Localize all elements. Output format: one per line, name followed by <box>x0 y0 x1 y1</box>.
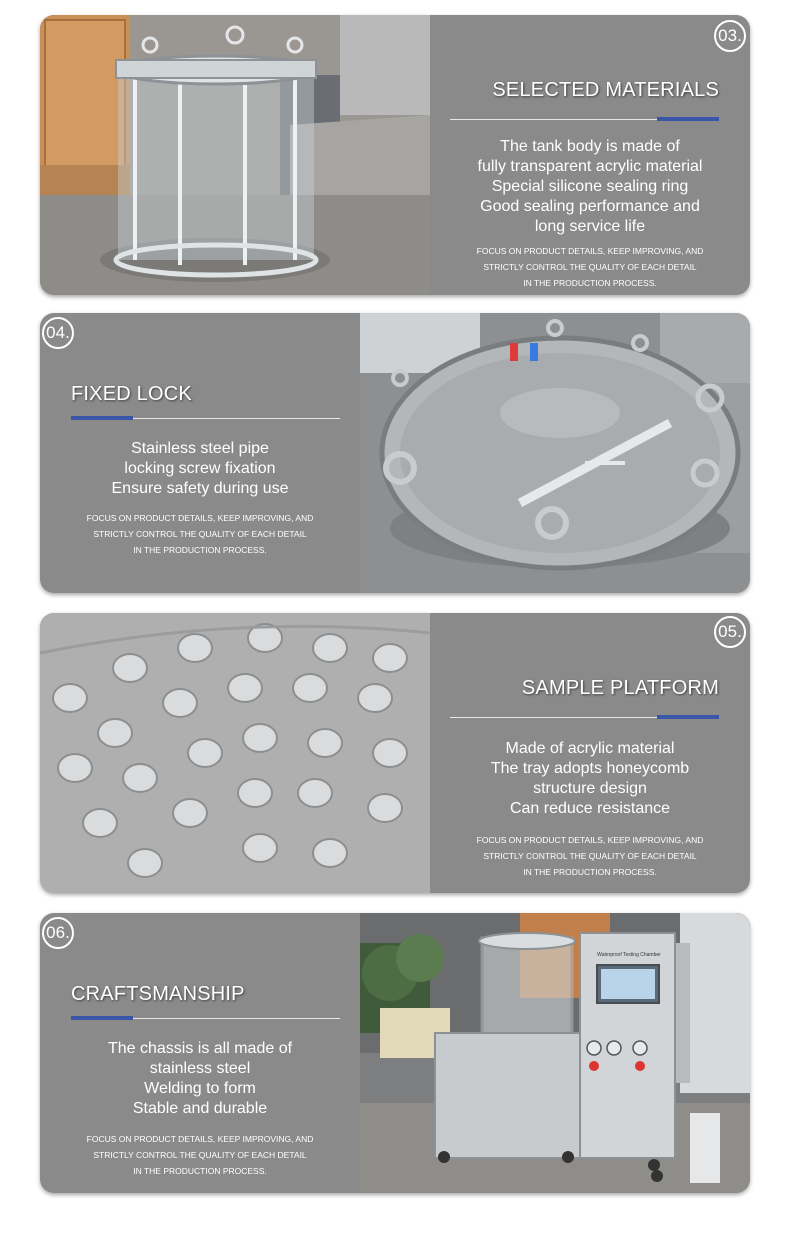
description-line: The tray adopts honeycomb <box>490 760 690 777</box>
quality-note <box>430 832 750 880</box>
divider-accent <box>71 416 133 420</box>
feature-card-sample-platform <box>40 613 750 893</box>
note-line: STRICTLY CONTROL THE QUALITY OF EACH DETAIL <box>483 851 697 861</box>
section-description <box>40 1039 360 1119</box>
quality-note <box>40 510 360 558</box>
description-line: locking screw fixation <box>124 460 276 477</box>
description-line: Stable and durable <box>132 1100 268 1117</box>
description-line: Ensure safety during use <box>111 480 289 497</box>
description-line: Welding to form <box>144 1080 256 1097</box>
note-line: FOCUS ON PRODUCT DETAILS, KEEP IMPROVING, AND <box>476 835 704 845</box>
description-line: Special silicone sealing ring <box>491 178 689 195</box>
note-line: FOCUS ON PRODUCT DETAILS, KEEP IMPROVING, AND <box>86 1134 314 1144</box>
section-description <box>430 739 750 819</box>
feature-card-selected-materials <box>40 15 750 295</box>
section-title: SAMPLE PLATFORM <box>521 677 719 699</box>
section-number-badge: 05. <box>714 616 746 648</box>
feature-text-fixed-lock <box>40 313 360 593</box>
description-line: fully transparent acrylic material <box>477 158 703 175</box>
description-line: The tank body is made of <box>500 138 680 155</box>
divider-accent <box>657 117 719 121</box>
note-line: IN THE PRODUCTION PROCESS. <box>133 545 267 555</box>
note-line: FOCUS ON PRODUCT DETAILS, KEEP IMPROVING, AND <box>86 513 314 523</box>
title-divider <box>71 1018 340 1019</box>
feature-text-selected-materials <box>430 15 750 295</box>
acrylic-tank-photo <box>40 15 430 295</box>
quality-note <box>40 1131 360 1179</box>
section-description <box>40 439 360 499</box>
tank-lid-photo <box>360 313 750 593</box>
divider-accent <box>71 1016 133 1020</box>
note-line: IN THE PRODUCTION PROCESS. <box>523 867 657 877</box>
description-line: stainless steel <box>149 1060 251 1077</box>
description-line: Stainless steel pipe <box>131 440 269 457</box>
note-line: STRICTLY CONTROL THE QUALITY OF EACH DETAIL <box>93 1150 307 1160</box>
machine-chassis-photo <box>360 913 750 1193</box>
title-divider <box>450 119 719 120</box>
feature-text-craftsmanship <box>40 913 360 1193</box>
feature-card-fixed-lock <box>40 313 750 593</box>
note-line: IN THE PRODUCTION PROCESS. <box>523 278 657 288</box>
section-number-badge: 03. <box>714 20 746 52</box>
machine-label: Waterproof Testing Chamber <box>597 952 661 958</box>
note-line: FOCUS ON PRODUCT DETAILS, KEEP IMPROVING, AND <box>476 246 704 256</box>
section-title: CRAFTSMANSHIP <box>71 983 245 1005</box>
feature-card-craftsmanship <box>40 913 750 1193</box>
feature-text-sample-platform <box>430 613 750 893</box>
note-line: STRICTLY CONTROL THE QUALITY OF EACH DETAIL <box>483 262 697 272</box>
quality-note <box>430 243 750 291</box>
section-number-badge: 04. <box>42 317 74 349</box>
description-line: Made of acrylic material <box>505 740 675 757</box>
section-title: FIXED LOCK <box>71 383 192 405</box>
section-title: SELECTED MATERIALS <box>492 79 719 101</box>
title-divider <box>71 418 340 419</box>
title-divider <box>450 717 719 718</box>
honeycomb-tray-photo <box>40 613 430 893</box>
description-line: long service life <box>534 218 646 235</box>
description-line: structure design <box>533 780 647 797</box>
description-line: Good sealing performance and <box>480 198 700 215</box>
divider-accent <box>657 715 719 719</box>
description-line: Can reduce resistance <box>509 800 671 817</box>
note-line: STRICTLY CONTROL THE QUALITY OF EACH DETAIL <box>93 529 307 539</box>
description-line: The chassis is all made of <box>107 1040 293 1057</box>
section-description <box>430 137 750 237</box>
section-number-badge: 06. <box>42 917 74 949</box>
note-line: IN THE PRODUCTION PROCESS. <box>133 1166 267 1176</box>
